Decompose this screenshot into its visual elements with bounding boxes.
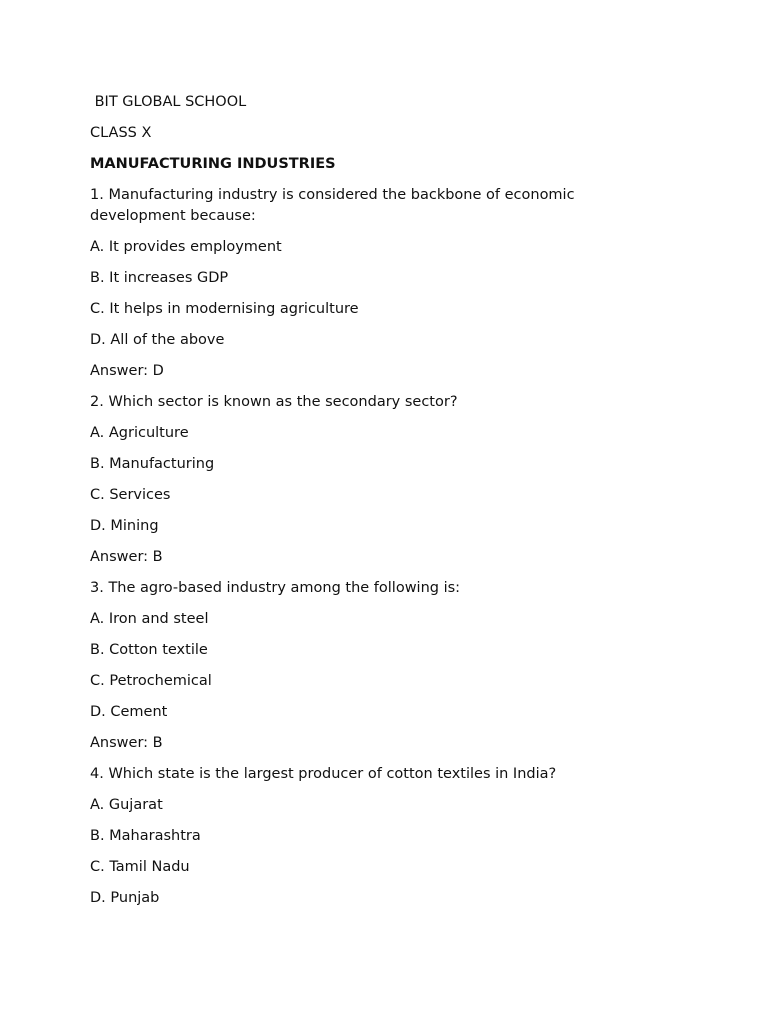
option-a: A. It provides employment: [90, 239, 282, 255]
chapter-title: MANUFACTURING INDUSTRIES: [90, 156, 336, 172]
answer-text: Answer: D: [90, 363, 164, 379]
question-text: 3. The agro-based industry among the following is:: [90, 580, 461, 596]
option-c: C. Petrochemical: [90, 673, 212, 689]
school-name: BIT GLOBAL SCHOOL: [90, 94, 247, 110]
option-c: C. Services: [90, 487, 171, 503]
option-b: B. It increases GDP: [90, 270, 229, 286]
option-b: B. Maharashtra: [90, 828, 201, 844]
option-a: A. Gujarat: [90, 797, 163, 813]
option-a: A. Iron and steel: [90, 611, 209, 627]
option-c: C. It helps in modernising agriculture: [90, 301, 359, 317]
option-d: D. Cement: [90, 704, 168, 720]
option-b: B. Manufacturing: [90, 456, 215, 472]
option-c: C. Tamil Nadu: [90, 859, 190, 875]
document-content: [90, 92, 650, 919]
option-d: D. All of the above: [90, 332, 225, 348]
answer-text: Answer: B: [90, 735, 163, 751]
answer-text: Answer: B: [90, 549, 163, 565]
option-b: B. Cotton textile: [90, 642, 208, 658]
class-label: CLASS X: [90, 125, 152, 141]
option-a: A. Agriculture: [90, 425, 189, 441]
question-text: 1. Manufacturing industry is considered the backbone of economic development because:: [90, 187, 580, 224]
question-text: 2. Which sector is known as the secondary sector?: [90, 394, 458, 410]
option-d: D. Mining: [90, 518, 159, 534]
question-text: 4. Which state is the largest producer of cotton textiles in India?: [90, 766, 557, 782]
option-d: D. Punjab: [90, 890, 160, 906]
